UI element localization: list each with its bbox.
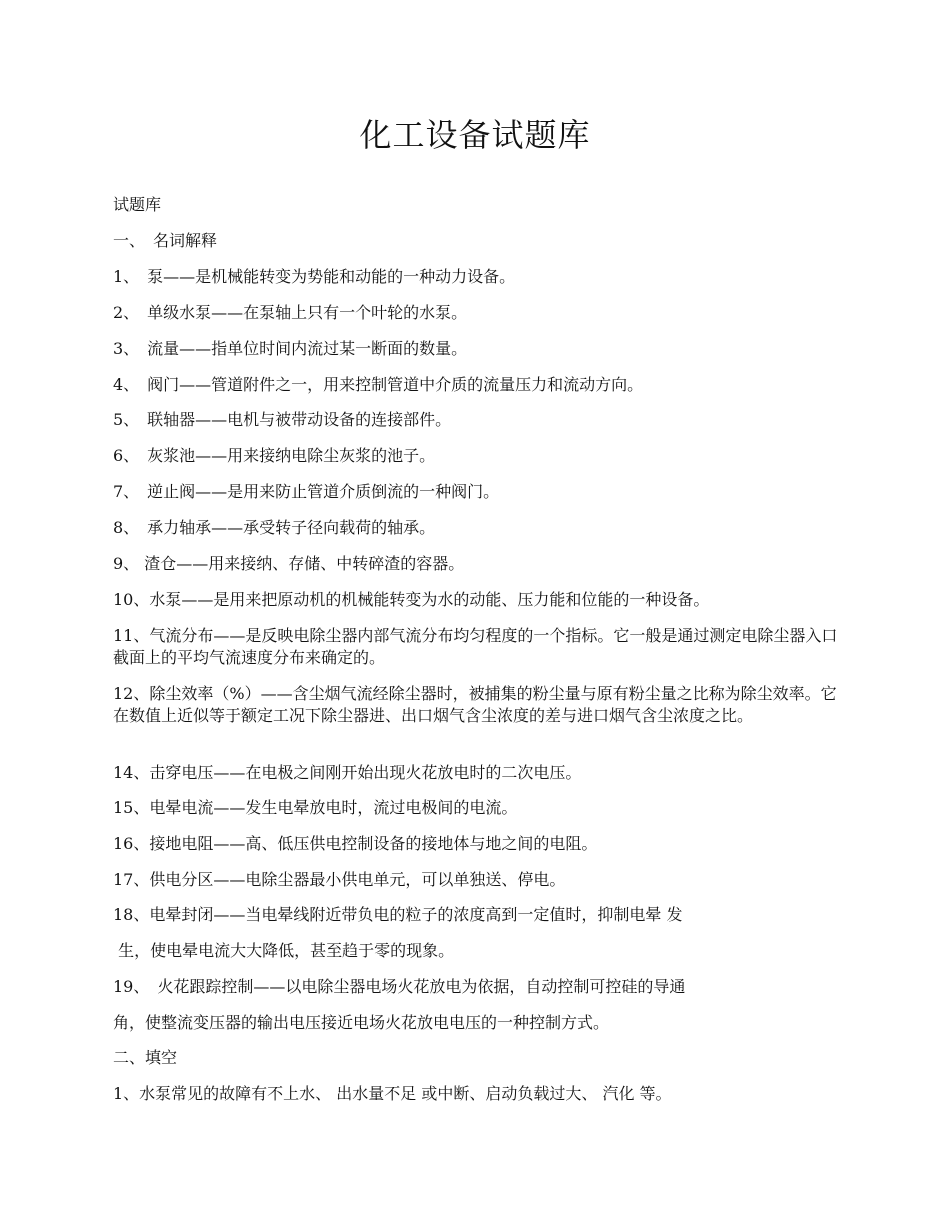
term-item-4: 4、 阀门——管道附件之一，用来控制管道中介质的流量压力和流动方向。	[113, 375, 644, 394]
section-header-question-bank: 试题库	[113, 195, 162, 214]
term-item-2: 2、 单级水泵——在泵轴上只有一个叶轮的水泵。	[113, 303, 468, 322]
section-heading-terms: 一、 名词解释	[113, 231, 218, 250]
term-item-3: 3、 流量——指单位时间内流过某一断面的数量。	[113, 339, 468, 358]
term-item-12: 12、除尘效率（%）——含尘烟气流经除尘器时，被捕集的粉尘量与原有粉尘量之比称为除尘效率。它在数值上近似等于额定工况下除尘器进、出口烟气含尘浓度的差与进口烟气含尘浓度之比。	[113, 684, 837, 725]
term-item-19-line-2: 角，使整流变压器的输出电压接近电场火花放电电压的一种控制方式。	[113, 1013, 610, 1032]
term-item-16: 16、接地电阻——高、低压供电控制设备的接地体与地之间的电阻。	[113, 834, 598, 853]
document-title: 化工设备试题库	[359, 116, 591, 154]
section-heading-fill-blank: 二、填空	[113, 1048, 178, 1067]
fill-blank-item-1: 1、水泵常见的故障有不上水、 出水量不足 或中断、启动负载过大、 汽化 等。	[113, 1084, 672, 1103]
term-item-11: 11、气流分布——是反映电除尘器内部气流分布均匀程度的一个指标。它一般是通过测定电除尘器入口截面上的平均气流速度分布来确定的。	[113, 626, 838, 667]
term-item-18-line-2: 生，使电晕电流大大降低，甚至趋于零的现象。	[113, 941, 455, 960]
term-item-9: 9、 渣仓——用来接纳、存储、中转碎渣的容器。	[113, 554, 465, 573]
term-item-14: 14、击穿电压——在电极之间刚开始出现火花放电时的二次电压。	[113, 763, 582, 782]
term-item-7: 7、 逆止阀——是用来防止管道介质倒流的一种阀门。	[113, 482, 500, 501]
term-item-10: 10、水泵——是用来把原动机的机械能转变为水的动能、压力能和位能的一种设备。	[113, 590, 710, 609]
term-item-18-line-1: 18、电晕封闭——当电晕线附近带负电的粒子的浓度高到一定值时，抑制电晕 发	[113, 905, 683, 924]
term-item-5: 5、 联轴器——电机与被带动设备的连接部件。	[113, 410, 452, 429]
term-item-8: 8、 承力轴承——承受转子径向载荷的轴承。	[113, 518, 436, 537]
term-item-1: 1、 泵——是机械能转变为势能和动能的一种动力设备。	[113, 267, 516, 286]
term-item-6: 6、 灰浆池——用来接纳电除尘灰浆的池子。	[113, 446, 436, 465]
term-item-15: 15、电晕电流——发生电晕放电时，流过电极间的电流。	[113, 798, 518, 817]
term-item-19-line-1: 19、 火花跟踪控制——以电除尘器电场火花放电为依据，自动控制可控硅的导通	[113, 977, 686, 996]
term-item-17: 17、供电分区——电除尘器最小供电单元，可以单独送、停电。	[113, 870, 566, 889]
